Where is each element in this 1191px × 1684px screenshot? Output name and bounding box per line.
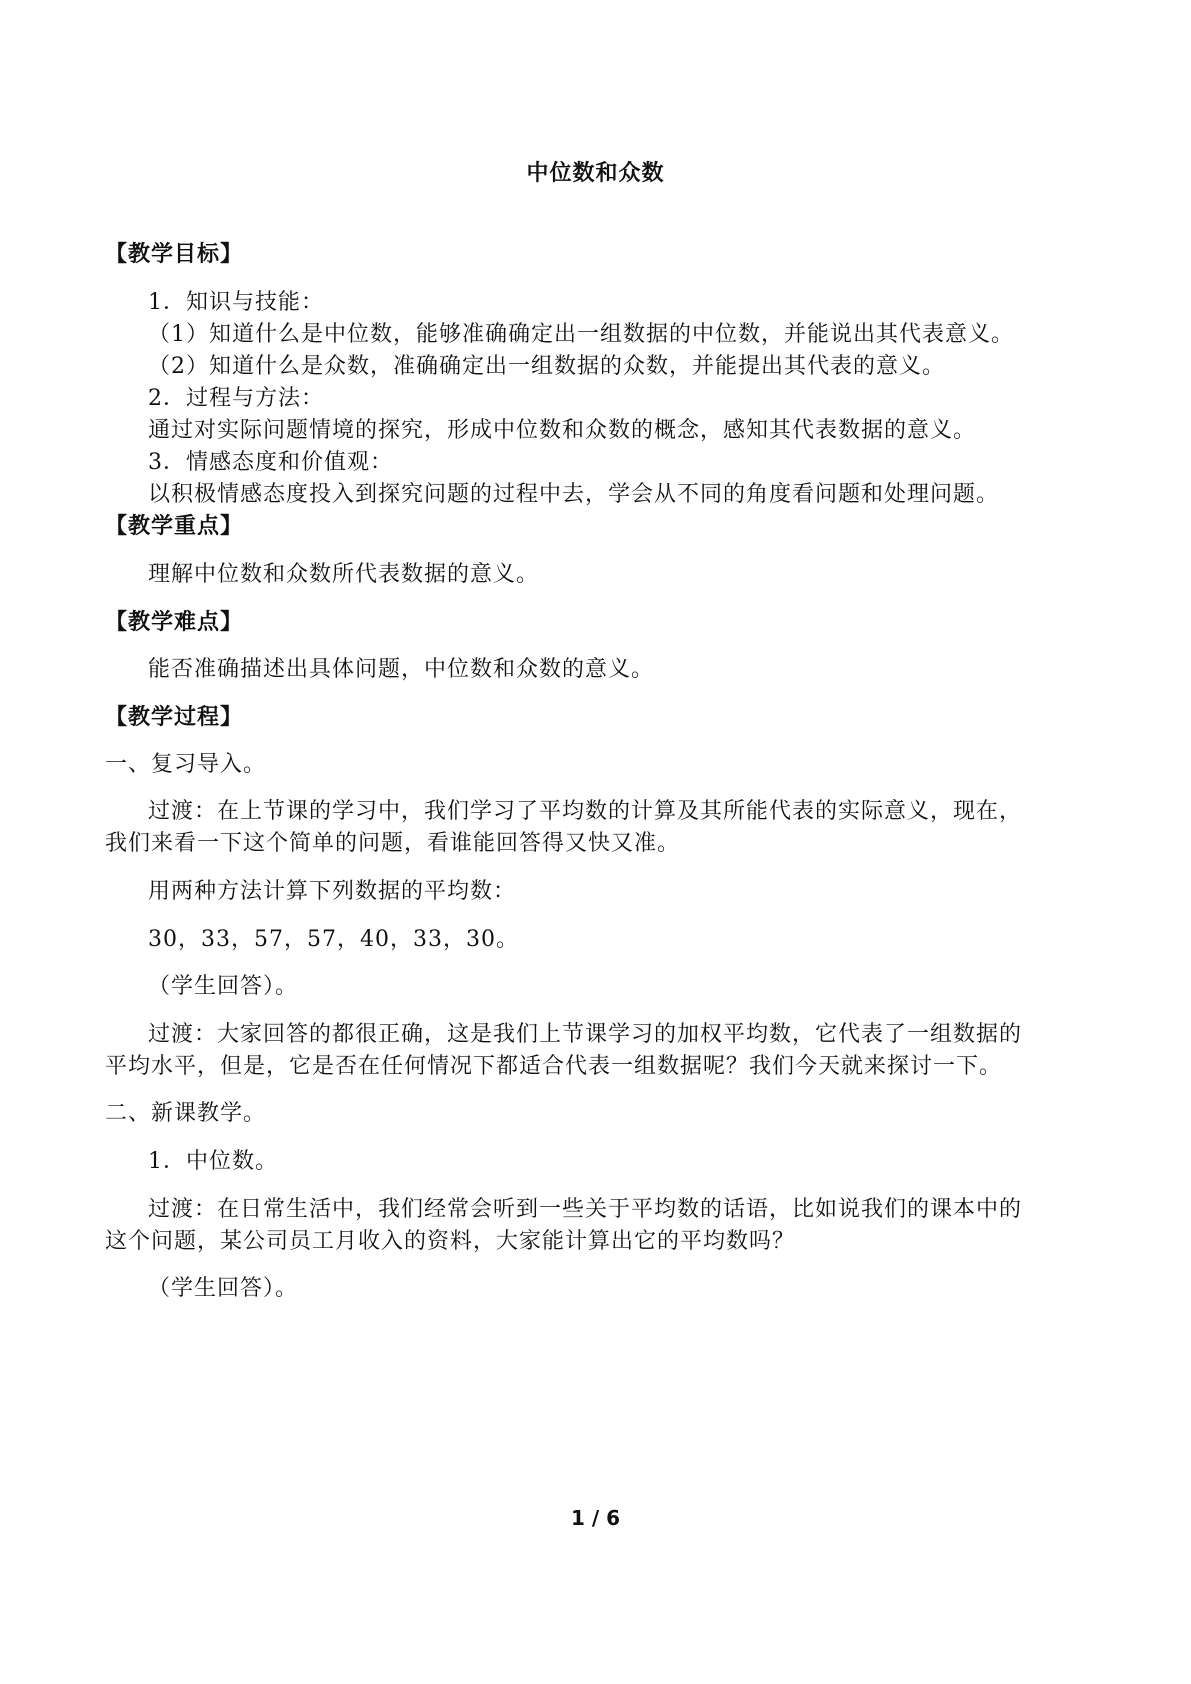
page-number: 1 / 6: [570, 1506, 621, 1530]
goal-process-label: 2．过程与方法：: [148, 386, 324, 411]
document-title: 中位数和众数: [526, 161, 665, 186]
transition-3-line-2: 这个问题，某公司员工月收入的资料，大家能计算出它的平均数吗？: [105, 1229, 796, 1254]
data-values: 30，33，57，57，40，33，30。: [148, 927, 519, 952]
heading-teaching-goals: 【教学目标】: [105, 242, 244, 267]
transition-3-line-1: 过渡：在日常生活中，我们经常会听到一些关于平均数的话语，比如说我们的课本中的: [148, 1197, 1023, 1222]
heading-difficult-points: 【教学难点】: [105, 610, 244, 635]
student-answer-1: （学生回答）。: [148, 974, 299, 999]
goal-emotion-text: 以积极情感态度投入到探究问题的过程中去，学会从不同的角度看问题和处理问题。: [148, 482, 1000, 507]
key-points-text: 理解中位数和众数所代表数据的意义。: [148, 562, 540, 587]
transition-1-line-2: 我们来看一下这个简单的问题，看谁能回答得又快又准。: [105, 831, 681, 856]
process-part-2: 二、新课教学。: [105, 1101, 267, 1126]
student-answer-2: （学生回答）。: [148, 1276, 299, 1301]
heading-teaching-process: 【教学过程】: [105, 705, 244, 730]
transition-2-line-2: 平均水平，但是，它是否在任何情况下都适合代表一组数据呢？我们今天就来探讨一下。: [105, 1054, 1003, 1079]
difficult-points-text: 能否准确描述出具体问题，中位数和众数的意义。: [148, 657, 655, 682]
heading-key-points: 【教学重点】: [105, 514, 244, 539]
goal-knowledge-1: （1）知道什么是中位数，能够准确确定出一组数据的中位数，并能说出其代表意义。: [148, 322, 1014, 347]
calc-prompt: 用两种方法计算下列数据的平均数：: [148, 879, 517, 904]
item-median: 1．中位数。: [148, 1149, 278, 1174]
goal-process-text: 通过对实际问题情境的探究，形成中位数和众数的概念，感知其代表数据的意义。: [148, 418, 977, 443]
goal-knowledge-label: 1．知识与技能：: [148, 290, 324, 315]
goal-emotion-label: 3．情感态度和价值观：: [148, 450, 393, 475]
transition-2-line-1: 过渡：大家回答的都很正确，这是我们上节课学习的加权平均数，它代表了一组数据的: [148, 1022, 1023, 1047]
goal-knowledge-2: （2）知道什么是众数，准确确定出一组数据的众数，并能提出其代表的意义。: [148, 354, 945, 379]
process-part-1: 一、复习导入。: [105, 752, 267, 777]
transition-1-line-1: 过渡：在上节课的学习中，我们学习了平均数的计算及其所能代表的实际意义，现在，: [148, 799, 1023, 824]
